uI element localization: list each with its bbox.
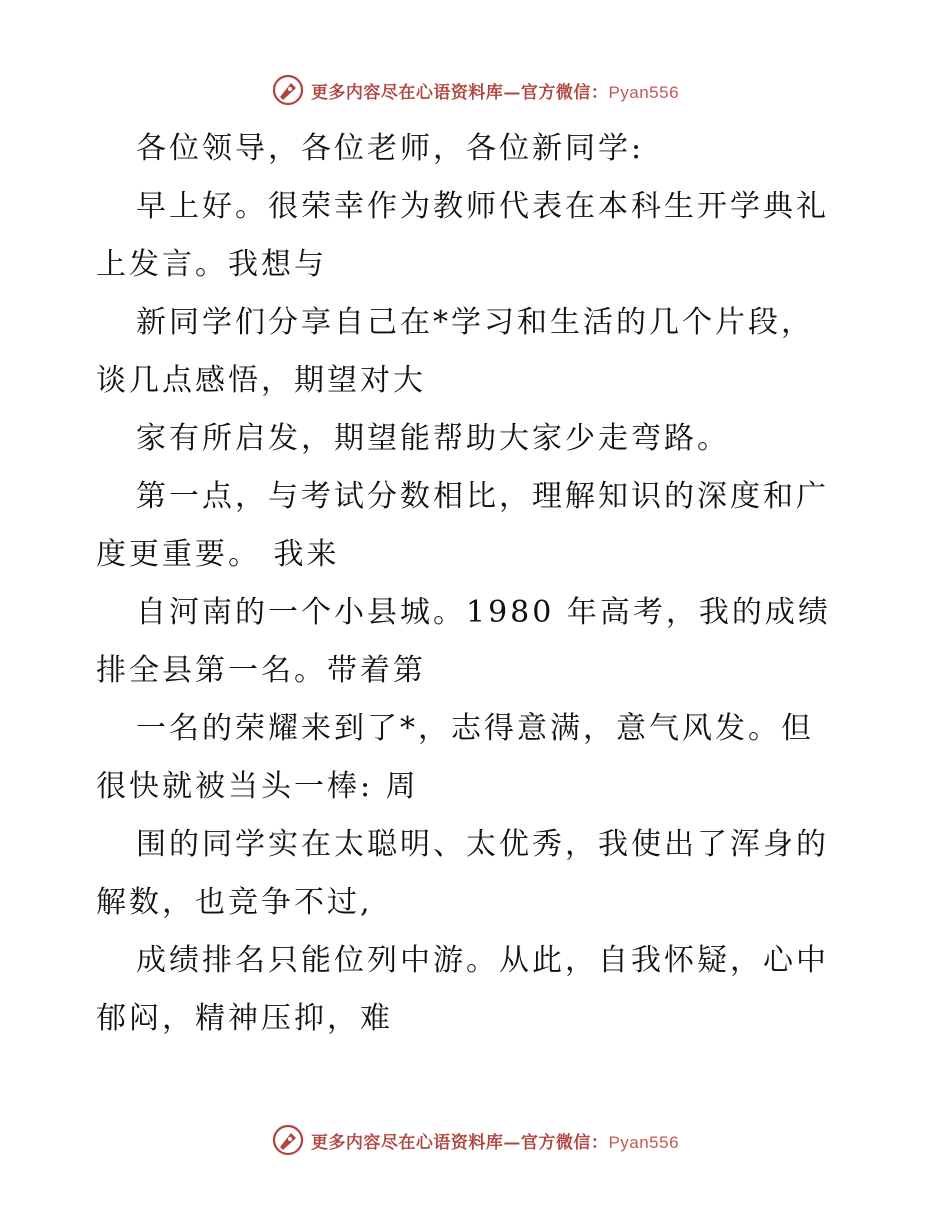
paragraph-line: 新同学们分享自己在*学习和生活的几个片段， bbox=[136, 305, 814, 340]
footer-wechat-id: Pyan556 bbox=[608, 1132, 680, 1152]
paragraph-line: 上发言。我想与 bbox=[96, 247, 327, 282]
footer-banner-text: 更多内容尽在心语资料库—官方微信：Pyan556 bbox=[310, 1132, 680, 1153]
paragraph-line: 第一点，与考试分数相比，理解知识的深度和广 bbox=[136, 479, 829, 514]
paragraph-line: 解数，也竞争不过, bbox=[96, 885, 373, 920]
footer-banner bbox=[0, 1118, 950, 1162]
paragraph-line: 度更重要。 我来 bbox=[96, 537, 340, 572]
paragraph-line: 家有所启发，期望能帮助大家少走弯路。 bbox=[136, 421, 730, 456]
paragraph-line: 郁闷，精神压抑，难 bbox=[96, 1001, 393, 1036]
paragraph-line: 谈几点感悟，期望对大 bbox=[96, 363, 426, 398]
header-wechat-id: Pyan556 bbox=[608, 82, 680, 102]
pen-nib-logo-icon bbox=[271, 1123, 305, 1157]
pen-nib-logo-icon bbox=[271, 73, 305, 107]
paragraph-line: 早上好。很荣幸作为教师代表在本科生开学典礼 bbox=[136, 189, 829, 224]
header-banner-text: 更多内容尽在心语资料库—官方微信：Pyan556 bbox=[310, 82, 680, 103]
paragraph-line: 一名的荣耀来到了*，志得意满，意气风发。但 bbox=[136, 711, 814, 746]
header-banner bbox=[0, 68, 950, 112]
paragraph-line: 很快就被当头一棒: 周 bbox=[96, 769, 419, 804]
paragraph-line: 各位领导，各位老师，各位新同学: bbox=[136, 131, 645, 166]
paragraph-line: 排全县第一名。带着第 bbox=[96, 653, 426, 688]
paragraph-line: 自河南的一个小县城。1980 年高考，我的成绩 bbox=[136, 595, 831, 630]
paragraph-line: 围的同学实在太聪明、太优秀，我使出了浑身的 bbox=[136, 827, 829, 862]
paragraph-line: 成绩排名只能位列中游。从此，自我怀疑，心中 bbox=[136, 943, 829, 978]
document-body bbox=[96, 120, 856, 1048]
